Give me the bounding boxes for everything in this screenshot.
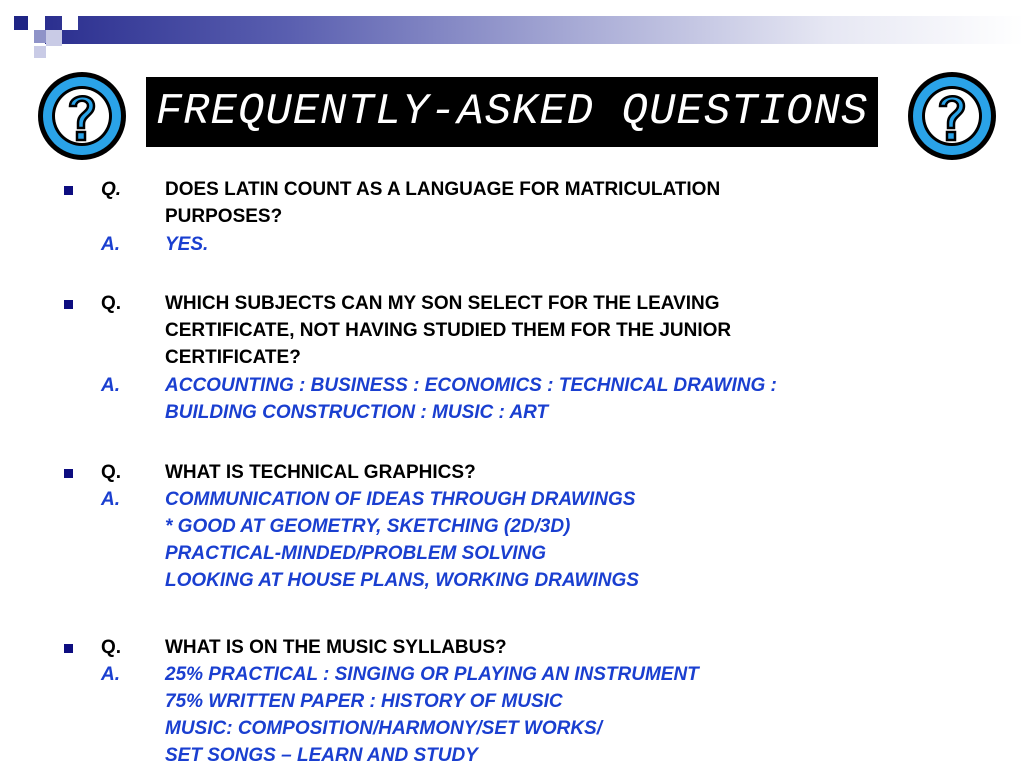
answer-text: BUILDING CONSTRUCTION : MUSIC : ART — [165, 402, 549, 423]
answer-text: YES. — [165, 234, 209, 255]
question-label: Q. — [101, 293, 122, 314]
answer-text: SET SONGS – LEARN AND STUDY — [165, 745, 478, 766]
question-text: DOES LATIN COUNT AS A LANGUAGE FOR MATRICULATION — [165, 179, 721, 200]
question-mark-icon — [34, 68, 130, 164]
answer-text: 25% PRACTICAL : SINGING OR PLAYING AN INSTRUMENT — [165, 664, 699, 685]
answer-text: 75% WRITTEN PAPER : HISTORY OF MUSIC — [165, 691, 563, 712]
question-text: CERTIFICATE, NOT HAVING STUDIED THEM FOR THE JUNIOR — [165, 320, 732, 341]
answer-text: MUSIC: COMPOSITION/HARMONY/SET WORKS/ — [165, 718, 602, 739]
question-label: Q. — [101, 462, 122, 483]
decor-square — [14, 16, 28, 30]
answer-text: LOOKING AT HOUSE PLANS, WORKING DRAWINGS — [165, 570, 639, 591]
header-gradient-bar — [45, 16, 1024, 44]
question-mark-icon — [904, 68, 1000, 164]
question-text: CERTIFICATE? — [165, 347, 301, 368]
answer-text: COMMUNICATION OF IDEAS THROUGH DRAWINGS — [165, 489, 636, 510]
decor-square — [46, 30, 62, 46]
question-text: WHICH SUBJECTS CAN MY SON SELECT FOR THE LEAVING — [165, 293, 720, 314]
question-text: WHAT IS TECHNICAL GRAPHICS? — [165, 462, 476, 483]
question-text: PURPOSES? — [165, 206, 283, 227]
answer-label: A. — [101, 489, 120, 510]
question-label: Q. — [101, 179, 122, 200]
answer-label: A. — [101, 375, 120, 396]
page-title: FREQUENTLY-ASKED QUESTIONS — [146, 77, 878, 147]
answer-label: A. — [101, 664, 120, 685]
answer-label: A. — [101, 234, 120, 255]
question-text: WHAT IS ON THE MUSIC SYLLABUS? — [165, 637, 507, 658]
question-label: Q. — [101, 637, 122, 658]
decor-square — [34, 46, 46, 58]
decor-square — [62, 16, 78, 30]
answer-text: PRACTICAL-MINDED/PROBLEM SOLVING — [165, 543, 547, 564]
answer-text: ACCOUNTING : BUSINESS : ECONOMICS : TECHNICAL DRAWING : — [165, 375, 777, 396]
answer-text: * GOOD AT GEOMETRY, SKETCHING (2D/3D) — [165, 516, 571, 537]
